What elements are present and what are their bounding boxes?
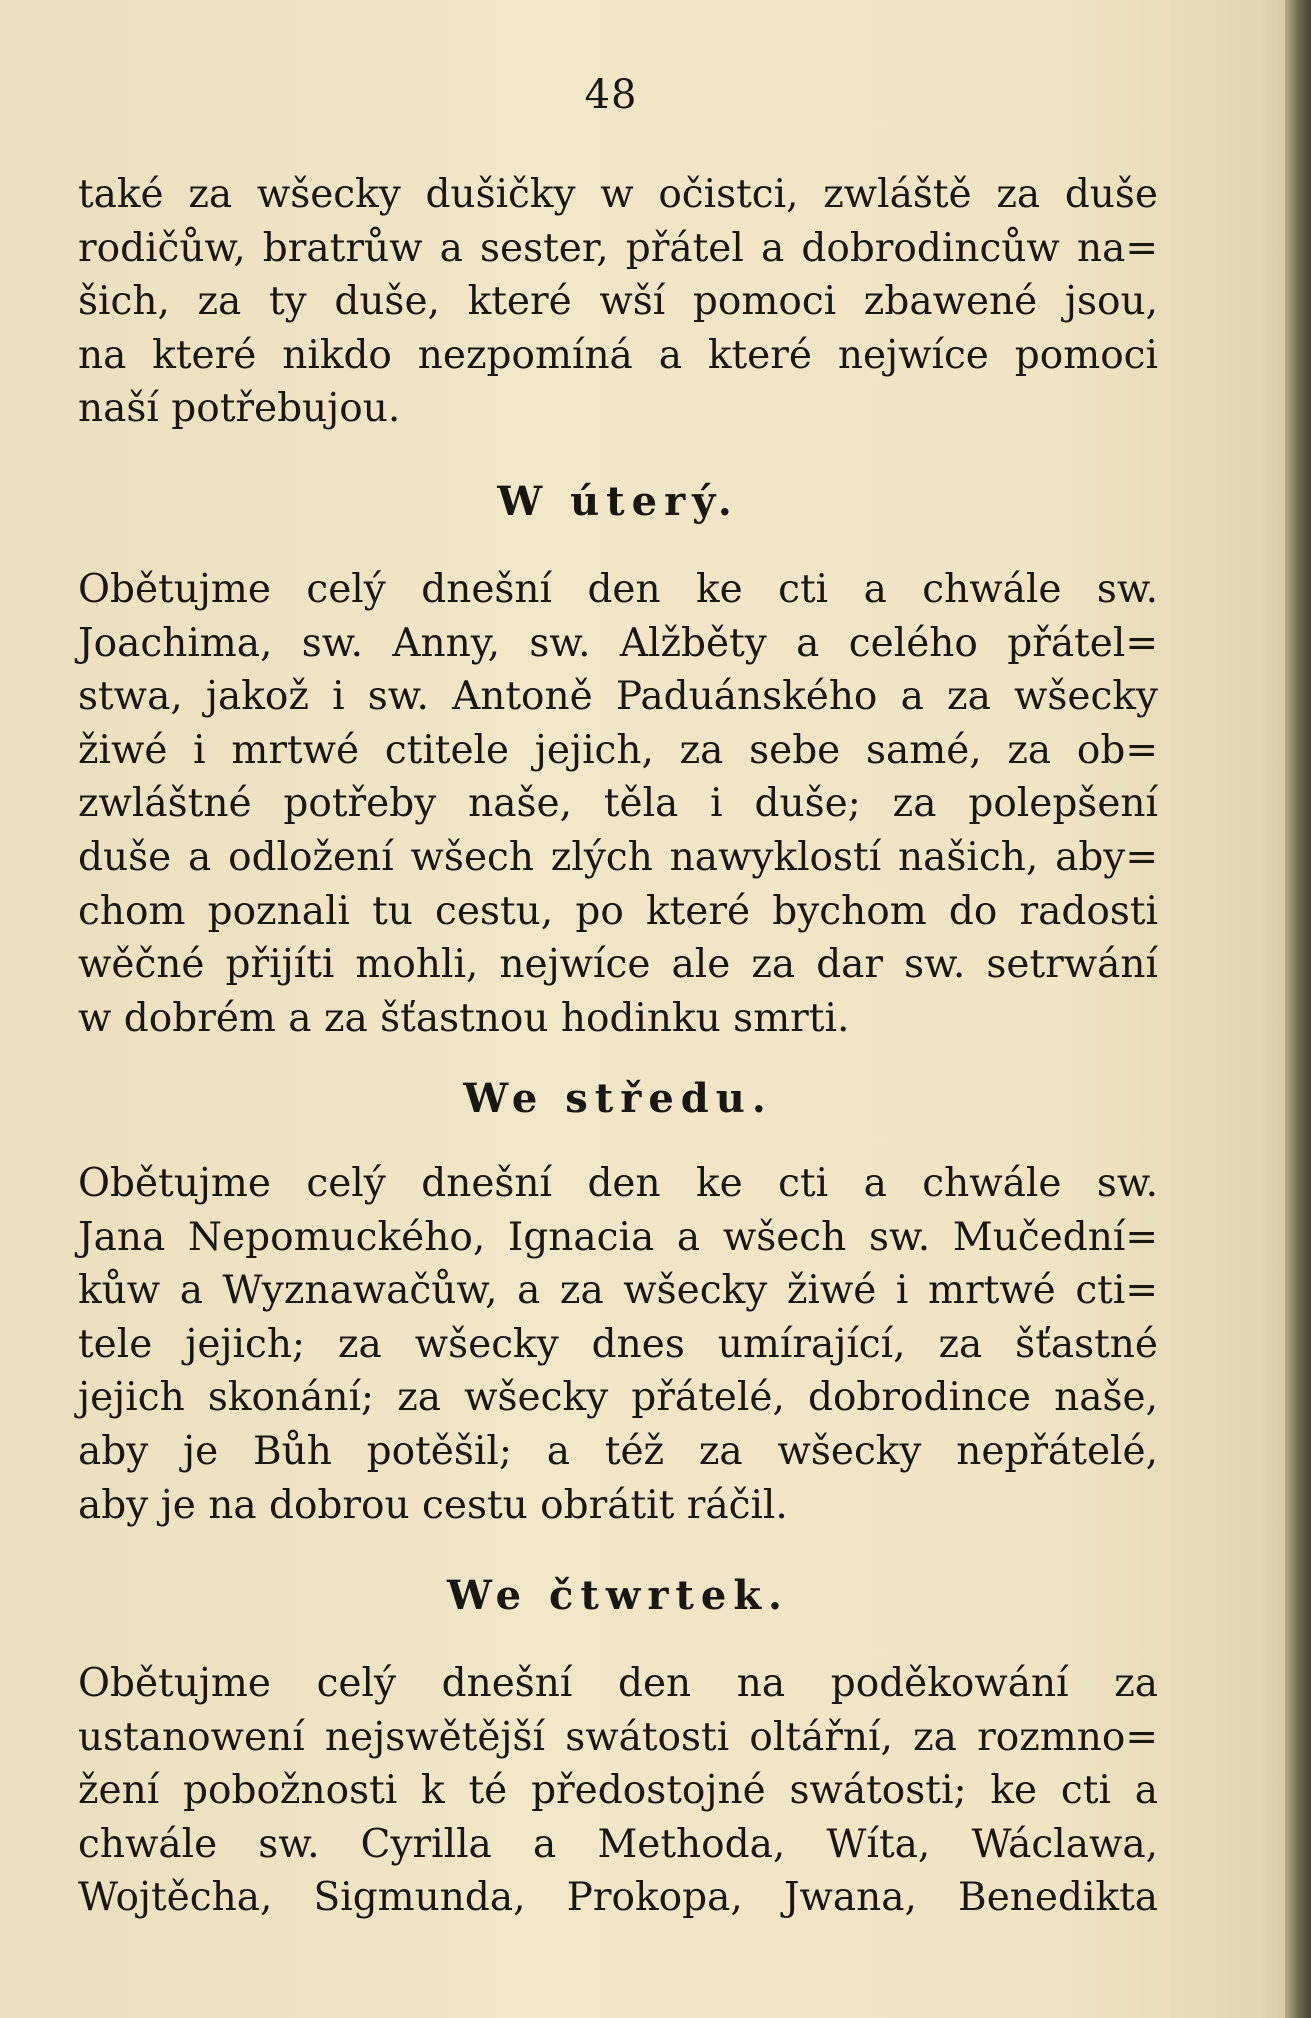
intro-paragraph <box>78 168 1158 436</box>
text-line: žiwé i mrtwé ctitele jejich, za sebe samé, za ob= <box>78 727 1158 773</box>
text-line: zwláštné potřeby naše, těla i duše; za polepšení <box>78 781 1158 827</box>
text-line: wěčné přijíti mohli, nejwíce ale za dar sw. setrwání <box>78 942 1158 988</box>
text-line: naší potřebujou. <box>78 386 401 432</box>
text-line: chom poznali tu cestu, po které bychom do radosti <box>78 888 1158 934</box>
text-block <box>78 168 1158 1925</box>
text-line: šich, za ty duše, které wší pomoci zbawené jsou, <box>78 279 1158 325</box>
text-line: aby je na dobrou cestu obrátit ráčil. <box>78 1482 788 1528</box>
text-line: na které nikdo nezpomíná a které nejwíce pomoci <box>78 332 1158 378</box>
text-line: w dobrém a za šťastnou hodinku smrti. <box>78 995 850 1041</box>
book-spine-shadow <box>1285 0 1311 2018</box>
text-line: jejich skonání; za wšecky přátelé, dobrodince naše, <box>78 1375 1158 1421</box>
text-line: Obětujme celý dnešní den ke cti a chwále sw. <box>78 567 1158 612</box>
text-line: aby je Bůh potěšil; a též za wšecky nepřátelé, <box>78 1428 1158 1474</box>
text-line: chwále sw. Cyrilla a Methoda, Wíta, Wáclawa, <box>78 1821 1158 1867</box>
text-line: Wojtěcha, Sigmunda, Prokopa, Jwana, Benedikta <box>78 1875 1158 1921</box>
tuesday-paragraph <box>78 563 1158 1046</box>
thursday-paragraph <box>78 1657 1158 1925</box>
text-line: také za wšecky dušičky w očistci, zwláště za duše <box>78 172 1158 217</box>
text-line: duše a odložení wšech zlých nawyklostí našich, aby= <box>78 834 1158 880</box>
wednesday-paragraph <box>78 1157 1158 1533</box>
page-number: 48 <box>584 72 638 118</box>
text-line: stwa, jakož i sw. Antoně Paduánského a za wšecky <box>78 674 1158 720</box>
text-line: ustanowení nejswětější swátosti oltářní, za rozmno= <box>78 1714 1158 1760</box>
text-line: Joachima, sw. Anny, sw. Alžběty a celého přátel= <box>78 620 1158 666</box>
text-line: rodičůw, bratrůw a sester, přátel a dobrodincůw na= <box>78 225 1158 271</box>
section-heading-thursday: We čtwrtek. <box>447 1572 789 1619</box>
text-line: Jana Nepomuckého, Ignacia a wšech sw. Mučední= <box>78 1214 1158 1260</box>
text-line: žení pobožnosti k té předostojné swátosti; ke cti a <box>78 1768 1158 1814</box>
text-line: kůw a Wyznawačůw, a za wšecky žiwé i mrtwé cti= <box>78 1268 1158 1314</box>
text-line: Obětujme celý dnešní den na poděkowání za <box>78 1661 1158 1706</box>
section-heading-tuesday: W úterý. <box>497 478 739 525</box>
text-line: tele jejich; za wšecky dnes umírající, za šťastné <box>78 1321 1158 1367</box>
section-heading-wednesday: We středu. <box>463 1075 773 1122</box>
text-line: Obětujme celý dnešní den ke cti a chwále sw. <box>78 1161 1158 1206</box>
